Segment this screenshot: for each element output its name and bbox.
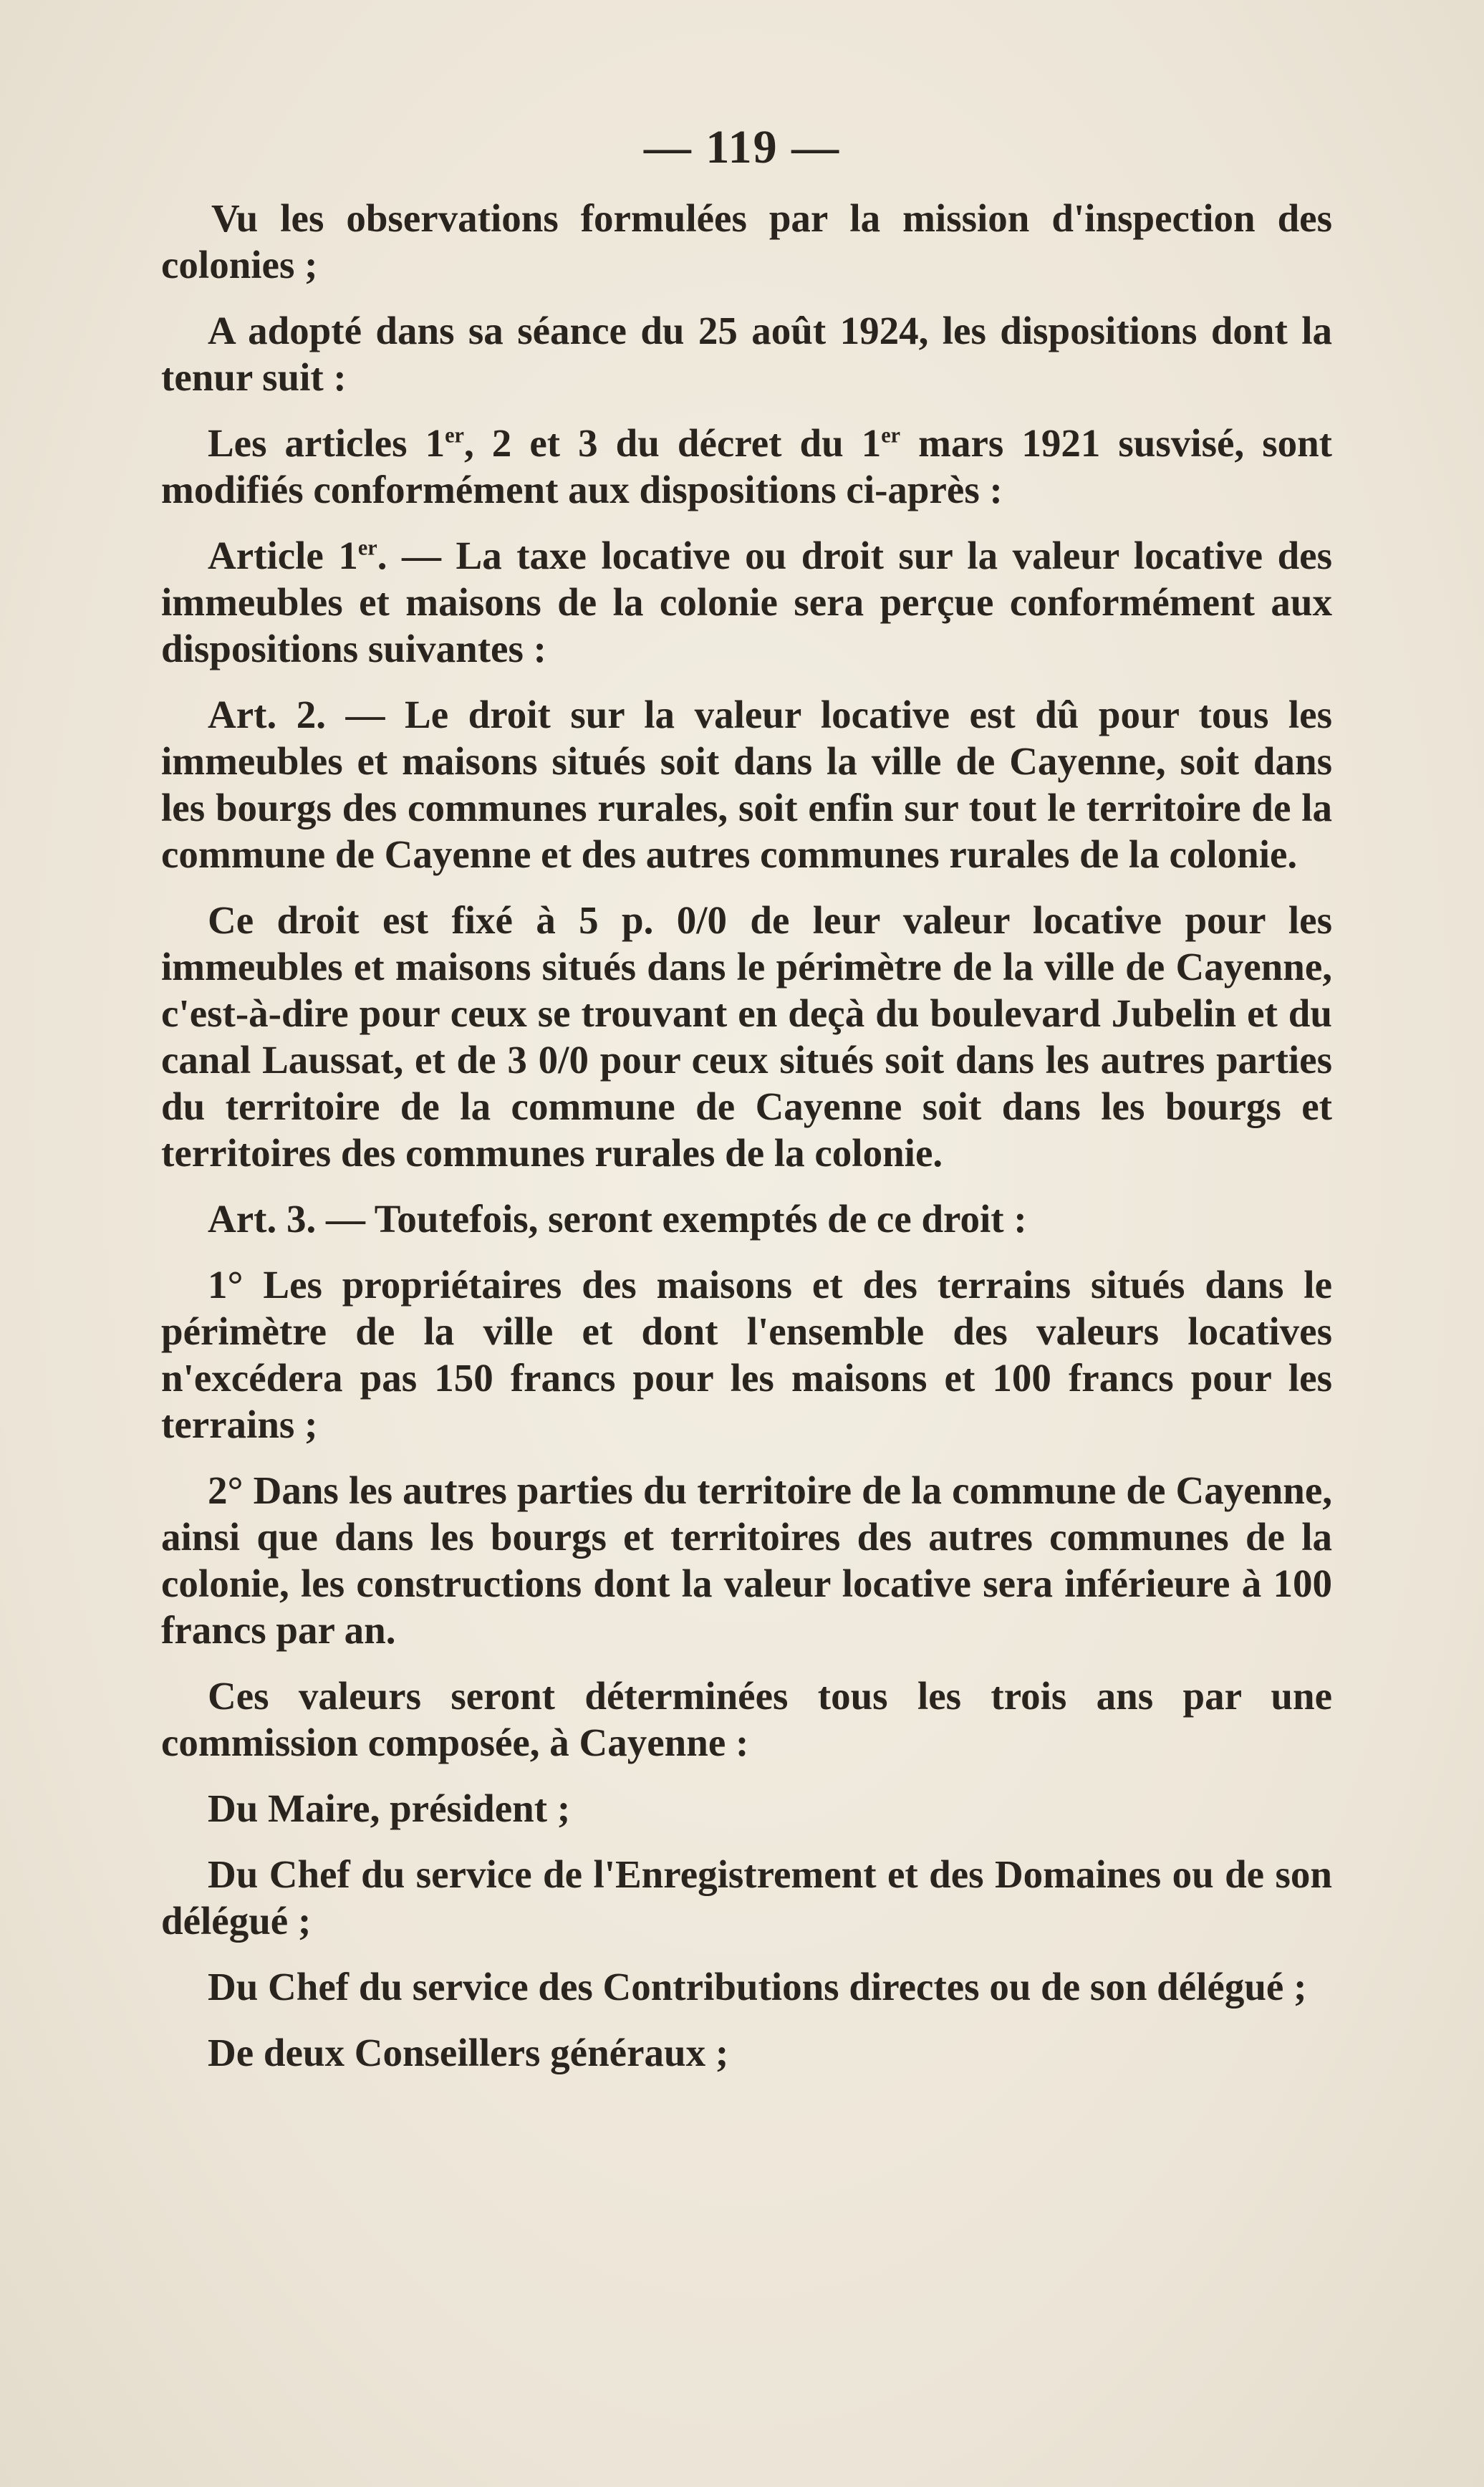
body-text xyxy=(161,195,1332,2095)
paragraph-chef-contributions: Du Chef du service des Contributions directes ou de son délégué ; xyxy=(208,1965,1307,2009)
paragraph-adopte: A adopté dans sa séance du 25 août 1924, les dispositions dont la tenur suit : xyxy=(161,309,1332,399)
paragraph-article-1: Article 1er. — La taxe locative ou droit sur la valeur locative des immeubles et maisons de la colonie sera perçue conformément aux dispositions suivantes : xyxy=(161,534,1332,670)
paragraph-article-3: Art. 3. — Toutefois, seront exemptés de ce droit : xyxy=(208,1197,1027,1241)
paragraph-exemption-2: 2° Dans les autres parties du territoire de la commune de Cayenne, ainsi que dans les bourgs et territoires des autres communes de la colonie, les constructions dont la valeur locative sera inférieure à 100 francs par an. xyxy=(161,1468,1332,1652)
paragraph-conseillers: De deux Conseillers généraux ; xyxy=(208,2031,729,2074)
paragraph-maire: Du Maire, président ; xyxy=(208,1786,571,1830)
paragraph-articles-modifies: Les articles 1er, 2 et 3 du décret du 1er mars 1921 susvisé, sont modifiés conformément aux dispositions ci-après : xyxy=(161,421,1333,511)
paragraph-article-2: Art. 2. — Le droit sur la valeur locative est dû pour tous les immeubles et maisons situés soit dans la ville de Cayenne, soit dans les bourgs des communes rurales, soit enfin sur tout le territoire de la commune de Cayenne et des autres communes rurales de la colonie. xyxy=(161,693,1332,876)
page-number: — 119 — xyxy=(643,121,841,173)
paragraph-exemption-1: 1° Les propriétaires des maisons et des terrains situés dans le périmètre de la ville et dont l'ensemble des valeurs locatives n'excédera pas 150 francs pour les maisons et 100 francs pour les terrains ; xyxy=(161,1263,1332,1446)
paragraph-vu-observations: Vu les observations formulées par la mission d'inspection des colonies ; xyxy=(161,196,1332,287)
paragraph-droit-fixe: Ce droit est fixé à 5 p. 0/0 de leur valeur locative pour les immeubles et maisons situés dans le périmètre de la ville de Cayenne, c'est-à-dire pour ceux se trouvant en deçà du boulevard Jubelin et du canal Laussat, et de 3 0/0 pour ceux situés soit dans les autres parties du territoire de la commune de Cayenne soit dans les bourgs et territoires des communes rurales de la colonie. xyxy=(161,898,1332,1175)
paragraph-valeurs-determinees: Ces valeurs seront déterminées tous les trois ans par une commission composée, à Cayenne : xyxy=(161,1674,1332,1764)
paragraph-chef-enregistrement: Du Chef du service de l'Enregistrement et des Domaines ou de son délégué ; xyxy=(161,1852,1332,1943)
